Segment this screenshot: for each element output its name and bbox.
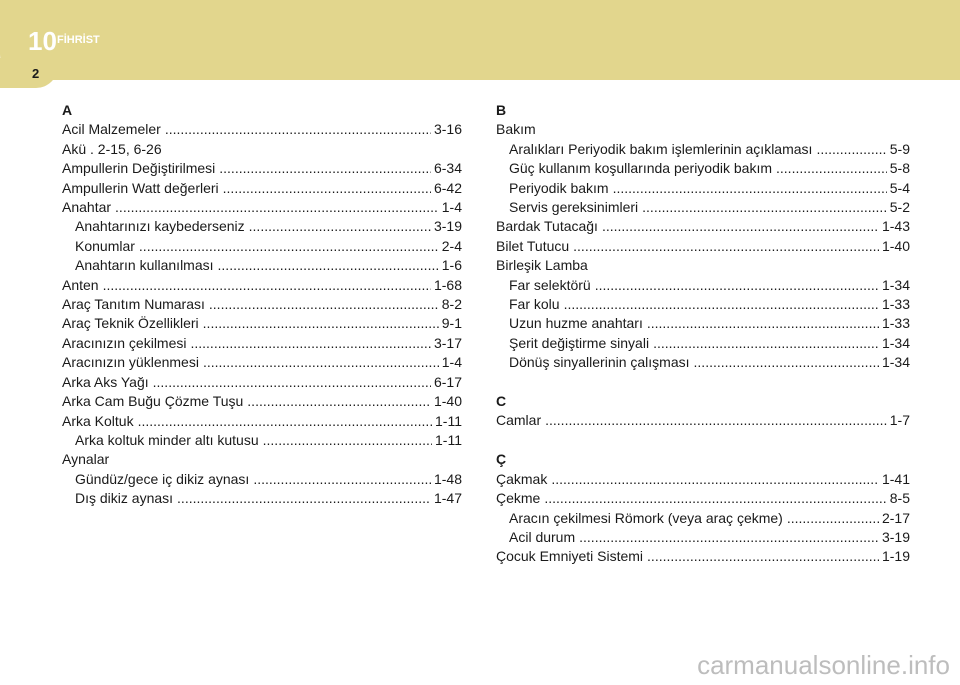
entry-term: Periyodik bakım	[509, 179, 609, 196]
entry-page-ref: 1-6	[441, 257, 462, 274]
index-subentry	[496, 179, 910, 198]
index-heading: Birleşik Lamba	[496, 257, 588, 274]
entry-term: Ampullerin Watt değerleri	[62, 179, 219, 196]
entry-page-ref: 1-7	[889, 412, 910, 429]
entry-term: Çocuk Emniyeti Sistemi	[496, 548, 644, 565]
entry-page-ref: 3-17	[433, 334, 462, 351]
entry-page-ref: 5-2	[889, 199, 910, 216]
dot-leader	[595, 276, 879, 295]
dot-leader	[247, 392, 431, 411]
dot-leader	[551, 470, 879, 489]
entry-term: Araç Teknik Özellikleri	[62, 315, 199, 332]
entry-term: Aracın çekilmesi Römork (veya araç çekme)	[509, 509, 783, 526]
dot-leader	[115, 198, 439, 217]
index-entry	[62, 373, 462, 392]
entry-page-ref: 1-34	[881, 276, 910, 293]
index-subentry	[496, 509, 910, 528]
dot-leader	[203, 353, 439, 372]
entry-term: Uzun huzme anahtarı	[509, 315, 643, 332]
index-subentry	[62, 489, 462, 508]
entry-page-ref: 1-34	[881, 334, 910, 351]
index-entry	[62, 392, 462, 411]
index-entry	[62, 353, 462, 372]
entry-page-ref: 1-48	[433, 470, 462, 487]
page-number: 2	[32, 66, 40, 81]
index-subentry	[496, 353, 910, 372]
page-header-band	[0, 0, 960, 80]
entry-term: Aracınızın yüklenmesi	[62, 354, 199, 371]
entry-page-ref: 1-4	[441, 354, 462, 371]
entry-page-ref: 1-33	[881, 315, 910, 332]
index-subentry	[62, 256, 462, 275]
entry-page-ref: 5-4	[889, 179, 910, 196]
dot-leader	[223, 179, 431, 198]
index-subentry	[496, 528, 910, 547]
index-entry	[496, 411, 910, 430]
entry-term: Aracınızın çekilmesi	[62, 334, 187, 351]
index-subentry	[62, 217, 462, 236]
dot-leader	[564, 295, 879, 314]
dot-leader	[545, 411, 887, 430]
entry-page-ref: 6-17	[433, 373, 462, 390]
index-entry	[62, 159, 462, 178]
dot-leader	[613, 179, 887, 198]
dot-leader	[218, 256, 439, 275]
entry-term: Arka Koltuk	[62, 412, 134, 429]
index-heading: Bakım	[496, 121, 536, 138]
entry-page-ref: 1-19	[881, 548, 910, 565]
index-entry	[62, 198, 462, 217]
section-gap	[496, 373, 910, 392]
entry-term: Bilet Tutucu	[496, 237, 570, 254]
entry-page-ref: 6-42	[433, 179, 462, 196]
entry-term: Ampullerin Değiştirilmesi	[62, 160, 216, 177]
index-entry	[62, 334, 462, 353]
index-entry	[62, 179, 462, 198]
section-letter: Ç	[496, 451, 507, 468]
dot-leader	[579, 528, 879, 547]
entry-term: Anahtarın kullanılması	[75, 257, 214, 274]
entry-term: Bardak Tutacağı	[496, 218, 598, 235]
entry-term: Acil durum	[509, 528, 576, 545]
index-entry	[62, 120, 462, 139]
dot-leader	[263, 431, 432, 450]
entry-page-ref: 9-1	[441, 315, 462, 332]
entry-page-ref: 1-68	[433, 276, 462, 293]
page-number-tab	[0, 58, 58, 88]
entry-term: Arka Cam Buğu Çözme Tuşu	[62, 393, 244, 410]
entry-term: Far kolu	[509, 296, 560, 313]
dot-leader	[253, 470, 431, 489]
entry-term: Dönüş sinyallerinin çalışması	[509, 354, 690, 371]
index-heading: Akü . 2-15, 6-26	[62, 140, 162, 157]
index-subentry	[62, 470, 462, 489]
entry-page-ref: 1-33	[881, 296, 910, 313]
entry-term: Camlar	[496, 412, 542, 429]
entry-term: Aralıkları Periyodik bakım işlemlerinin açıklaması	[509, 140, 813, 157]
index-column-left	[62, 101, 462, 509]
entry-page-ref: 3-16	[433, 121, 462, 138]
index-column-right	[496, 101, 910, 567]
entry-page-ref: 1-11	[435, 431, 462, 448]
dot-leader	[177, 489, 431, 508]
dot-leader	[203, 314, 439, 333]
entry-page-ref: 8-2	[441, 296, 462, 313]
dot-leader	[103, 276, 431, 295]
dot-leader	[787, 509, 879, 528]
entry-term: Dış dikiz aynası	[75, 490, 174, 507]
entry-page-ref: 5-8	[889, 160, 910, 177]
section-letter: B	[496, 102, 507, 118]
index-entry	[62, 276, 462, 295]
dot-leader	[642, 198, 887, 217]
entry-term: Servis gereksinimleri	[509, 199, 639, 216]
index-entry	[496, 217, 910, 236]
dot-leader	[816, 140, 886, 159]
dot-leader	[165, 120, 431, 139]
entry-page-ref: 1-40	[881, 237, 910, 254]
index-entry	[496, 470, 910, 489]
entry-term: Gündüz/gece iç dikiz aynası	[75, 470, 250, 487]
dot-leader	[249, 217, 431, 236]
dot-leader	[647, 314, 879, 333]
entry-term: Anahtar	[62, 199, 112, 216]
dot-leader	[573, 237, 879, 256]
index-entry	[62, 412, 462, 431]
dot-leader	[138, 412, 432, 431]
index-subentry	[496, 276, 910, 295]
entry-term: Far selektörü	[509, 276, 591, 293]
entry-page-ref: 1-47	[433, 490, 462, 507]
dot-leader	[694, 353, 879, 372]
entry-page-ref: 1-41	[881, 470, 910, 487]
dot-leader	[602, 217, 879, 236]
entry-page-ref: 1-11	[435, 412, 462, 429]
entry-term: Acil Malzemeler	[62, 121, 161, 138]
entry-term: Çakmak	[496, 470, 548, 487]
section-letter: C	[496, 393, 507, 410]
entry-term: Arka Aks Yağı	[62, 373, 149, 390]
entry-term: Güç kullanım koşullarında periyodik bakım	[509, 160, 773, 177]
entry-term: Araç Tanıtım Numarası	[62, 296, 205, 313]
chapter-number: 10	[28, 26, 57, 56]
entry-term: Arka koltuk minder altı kutusu	[75, 431, 259, 448]
dot-leader	[647, 547, 879, 566]
entry-term: Anahtarınızı kaybederseniz	[75, 218, 245, 235]
chapter-title: FİHRİST	[57, 34, 100, 46]
index-heading: Aynalar	[62, 451, 110, 468]
entry-page-ref: 2-17	[881, 509, 910, 526]
index-entry	[496, 547, 910, 566]
entry-term: Konumlar	[75, 237, 135, 254]
dot-leader	[219, 159, 431, 178]
dot-leader	[776, 159, 887, 178]
entry-page-ref: 2-4	[441, 237, 462, 254]
entry-page-ref: 1-4	[441, 199, 462, 216]
entry-page-ref: 3-19	[881, 528, 910, 545]
index-entry	[62, 314, 462, 333]
index-entry	[496, 237, 910, 256]
index-subentry	[62, 237, 462, 256]
index-subentry	[496, 140, 910, 159]
dot-leader	[544, 489, 886, 508]
index-entry	[496, 489, 910, 508]
index-subentry	[496, 334, 910, 353]
entry-page-ref: 5-9	[889, 140, 910, 157]
dot-leader	[139, 237, 439, 256]
entry-page-ref: 3-19	[433, 218, 462, 235]
index-subentry	[62, 431, 462, 450]
entry-term: Anten	[62, 276, 99, 293]
entry-term: Şerit değiştirme sinyali	[509, 334, 650, 351]
section-letter: A	[62, 102, 73, 118]
watermark: carmanualsonline.info	[697, 650, 950, 680]
dot-leader	[209, 295, 439, 314]
entry-term: Çekme	[496, 490, 541, 507]
dot-leader	[153, 373, 431, 392]
section-gap	[496, 431, 910, 450]
entry-page-ref: 8-5	[889, 490, 910, 507]
entry-page-ref: 1-40	[433, 393, 462, 410]
entry-page-ref: 1-43	[881, 218, 910, 235]
index-entry	[62, 295, 462, 314]
dot-leader	[190, 334, 430, 353]
index-subentry	[496, 314, 910, 333]
dot-leader	[653, 334, 879, 353]
index-subentry	[496, 159, 910, 178]
index-subentry	[496, 198, 910, 217]
entry-page-ref: 6-34	[433, 160, 462, 177]
entry-page-ref: 1-34	[881, 354, 910, 371]
index-subentry	[496, 295, 910, 314]
